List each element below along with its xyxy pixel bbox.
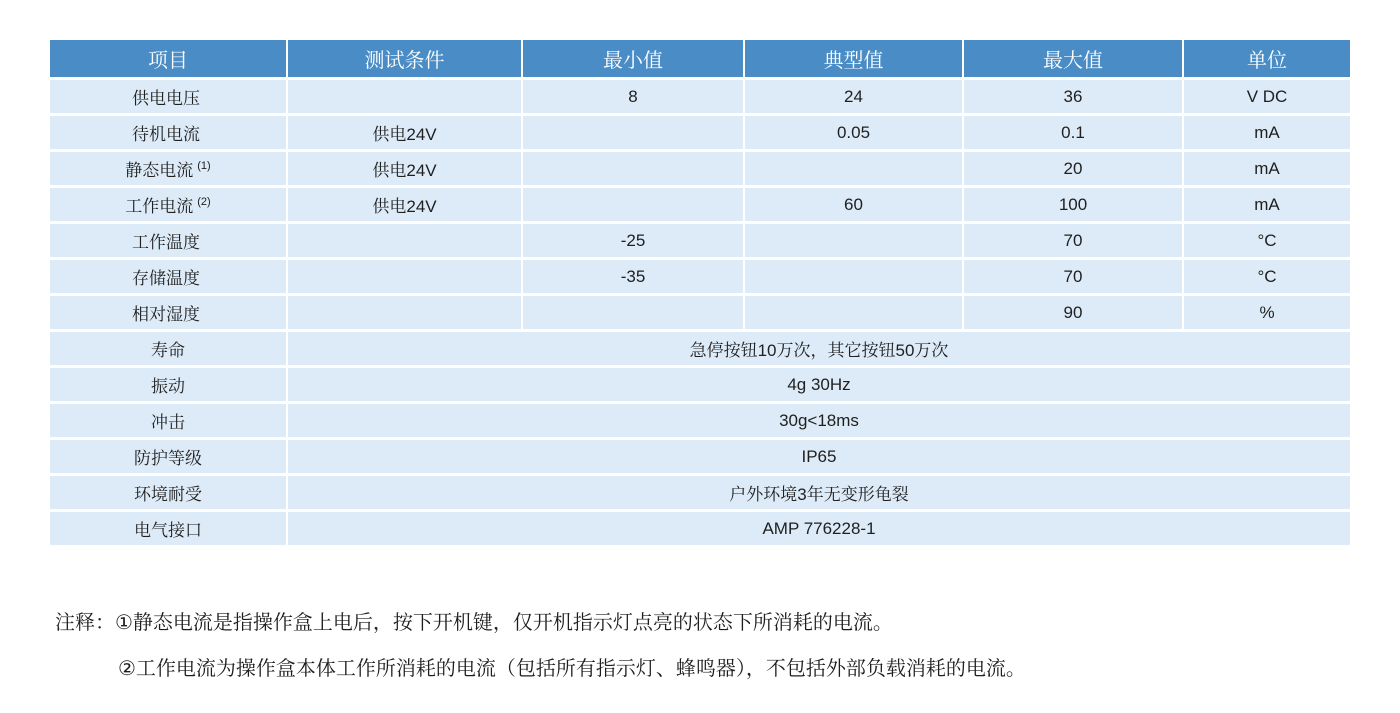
min-cell [523,185,745,221]
item-cell: 振动 [50,365,288,401]
item-cell [50,113,288,149]
table-row [50,77,1350,113]
footnote-text: ②工作电流为操作盒本体工作所消耗的电流（包括所有指示灯、蜂鸣器），不包括外部负载消耗的电流。 [118,658,1026,680]
merged-value-cell: AMP 776228-1 [288,509,1350,545]
item-cell [50,221,288,257]
condition-cell [288,257,523,293]
unit-cell: V DC [1184,77,1350,113]
item-cell [50,149,288,185]
table-row [50,437,1350,473]
unit-cell: °C [1184,221,1350,257]
table-row [50,365,1350,401]
min-cell [523,293,745,329]
item-label: 相对湿度 [132,305,200,324]
max-cell: 100 [964,185,1184,221]
max-cell: 90 [964,293,1184,329]
footnote-marker: (2) [197,196,211,209]
max-cell: 70 [964,221,1184,257]
merged-value-cell: 户外环境3年无变形龟裂 [288,473,1350,509]
header-cell-typical: 典型值 [745,40,964,77]
item-cell: 电气接口 [50,509,288,545]
item-cell: 冲击 [50,401,288,437]
item-cell: 寿命 [50,329,288,365]
table-row [50,257,1350,293]
item-label: 存储温度 [132,269,200,288]
typical-cell [745,257,964,293]
max-cell: 36 [964,77,1184,113]
typical-cell: 60 [745,185,964,221]
typical-cell [745,293,964,329]
typical-cell [745,221,964,257]
table-row [50,401,1350,437]
unit-cell: mA [1184,149,1350,185]
spec-table [50,40,1350,545]
merged-value-cell: IP65 [288,437,1350,473]
table-row [50,221,1350,257]
table-header-row [50,40,1350,77]
footnotes [55,610,1026,682]
merged-value-cell: 30g<18ms [288,401,1350,437]
typical-cell: 0.05 [745,113,964,149]
max-cell: 20 [964,149,1184,185]
table-row [50,149,1350,185]
header-cell-min: 最小值 [523,40,745,77]
item-label: 工作电流 [125,197,194,216]
condition-cell [288,221,523,257]
typical-cell: 24 [745,77,964,113]
item-label: 工作温度 [132,233,200,252]
min-cell [523,149,745,185]
condition-cell [288,77,523,113]
item-cell [50,185,288,221]
table-row [50,293,1350,329]
unit-cell: mA [1184,113,1350,149]
header-cell-item: 项目 [50,40,288,77]
unit-cell: °C [1184,257,1350,293]
header-cell-unit: 单位 [1184,40,1350,77]
header-cell-condition: 测试条件 [288,40,523,77]
table-row [50,185,1350,221]
item-label: 供电电压 [132,89,200,108]
condition-cell: 供电24V [288,113,523,149]
merged-value-cell: 急停按钮10万次，其它按钮50万次 [288,329,1350,365]
footnote-label: 注释： [55,612,115,634]
table-row [50,509,1350,545]
footnote-line [55,656,1026,682]
footnote-text: ①静态电流是指操作盒上电后，按下开机键，仅开机指示灯点亮的状态下所消耗的电流。 [115,612,893,634]
spec-table-container [50,40,1350,545]
min-cell: -35 [523,257,745,293]
item-cell: 环境耐受 [50,473,288,509]
max-cell: 0.1 [964,113,1184,149]
item-label: 静态电流 [125,161,194,180]
item-cell [50,293,288,329]
max-cell: 70 [964,257,1184,293]
item-label: 待机电流 [132,125,200,144]
min-cell: 8 [523,77,745,113]
condition-cell [288,293,523,329]
table-row [50,113,1350,149]
table-row [50,329,1350,365]
condition-cell: 供电24V [288,185,523,221]
min-cell [523,113,745,149]
typical-cell [745,149,964,185]
merged-value-cell: 4g 30Hz [288,365,1350,401]
unit-cell: % [1184,293,1350,329]
item-cell: 防护等级 [50,437,288,473]
header-cell-max: 最大值 [964,40,1184,77]
min-cell: -25 [523,221,745,257]
item-cell [50,77,288,113]
unit-cell: mA [1184,185,1350,221]
table-row [50,473,1350,509]
condition-cell: 供电24V [288,149,523,185]
item-cell [50,257,288,293]
footnote-line [55,610,1026,636]
footnote-marker: (1) [197,160,211,173]
